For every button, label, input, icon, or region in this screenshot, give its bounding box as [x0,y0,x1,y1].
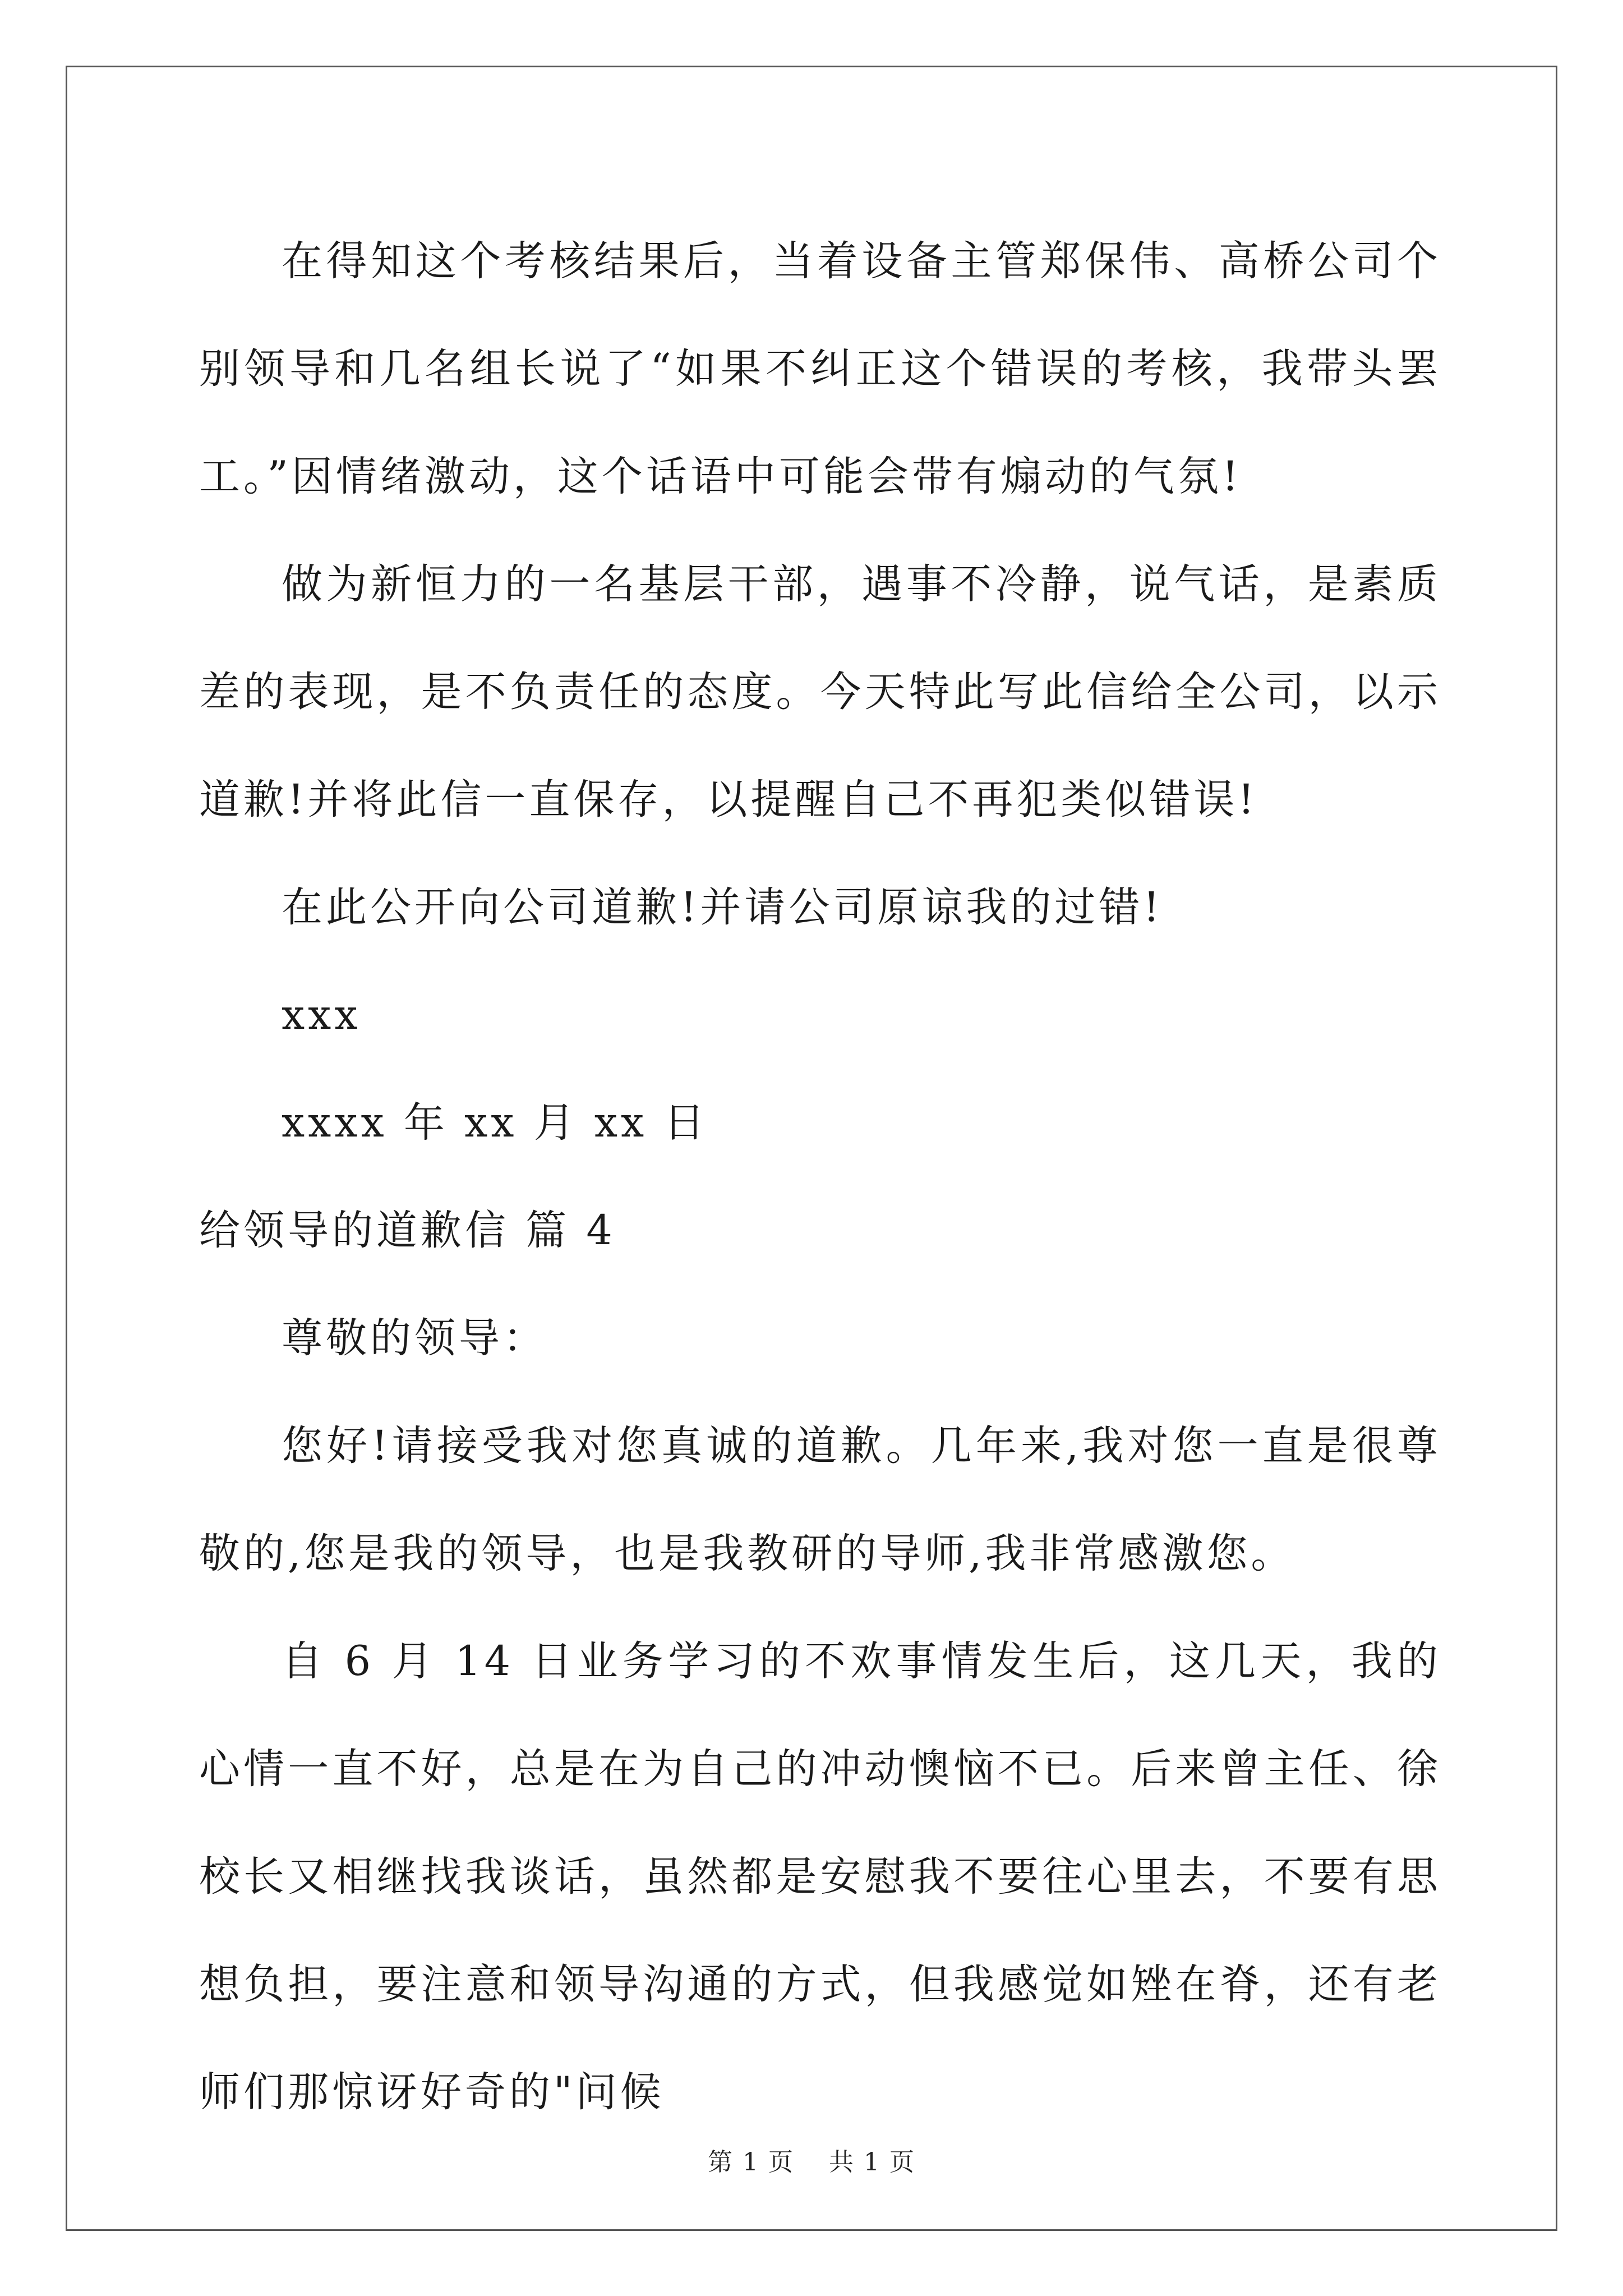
paragraph-3: 在此公开向公司道歉!并请公司原谅我的过错! [282,884,1163,931]
salutation: 尊敬的领导： [282,1314,547,1362]
paragraph-4: 您好!请接受我对您真诚的道歉。几年来,我对您一直是很尊敬的,您是我的领导，也是我教研的导师,我非常感激您。 [199,1422,1441,1577]
paragraph-1: 在得知这个考核结果后，当着设备主管郑保伟、高桥公司个别领导和几名组长说了“如果不纠正这个错误的考核，我带头罢工。”因情绪激动，这个话语中可能会带有煽动的气氛! [199,237,1441,500]
page-footer: 第 1 页 共 1 页 [708,2148,915,2177]
section-heading: 给领导的道歉信 篇 4 [199,1207,616,1254]
signature-date: xxxx 年 xx 月 xx 日 [282,1099,708,1147]
paragraph-5: 自 6 月 14 日业务学习的不欢事情发生后，这几天，我的心情一直不好，总是在为自己的冲动懊恼不已。后来曾主任、徐校长又相继找我谈话，虽然都是安慰我不要往心里去，不要有思想负担，要注意和领导沟通的方式，但我感觉如矬在脊，还有老师们那惊讶好奇的"问候 [199,1637,1441,2116]
signature-name: xxx [282,991,361,1039]
document-body [199,208,1441,2146]
paragraph-2: 做为新恒力的一名基层干部，遇事不冷静，说气话，是素质差的表现，是不负责任的态度。今天特此写此信给全公司，以示道歉!并将此信一直保存，以提醒自己不再犯类似错误! [199,560,1441,823]
